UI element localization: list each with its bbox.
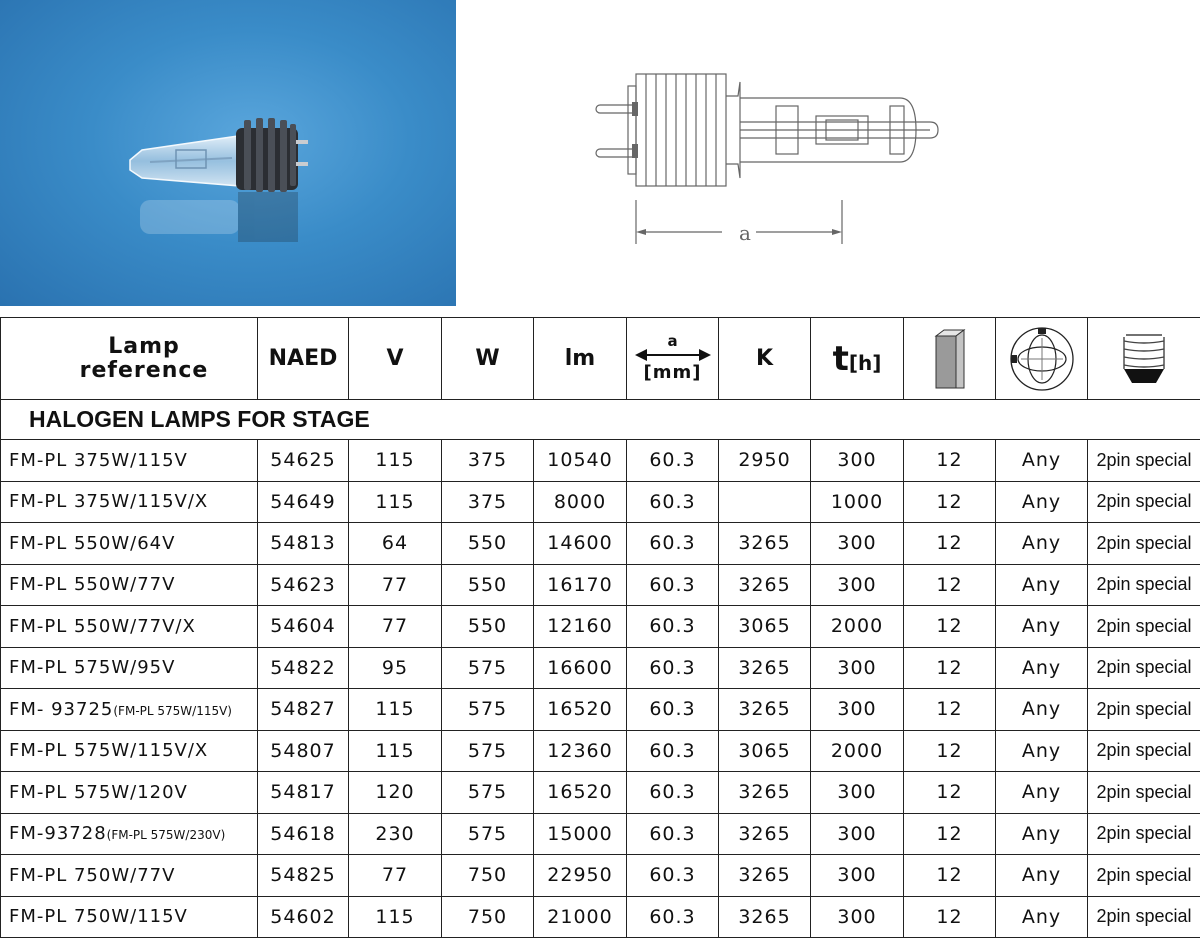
kelvin-cell: 3265 — [719, 772, 811, 814]
voltage-cell: 230 — [349, 813, 442, 855]
table-row — [1, 813, 1200, 855]
lamp-reference-cell: FM-PL 750W/115V — [1, 896, 258, 938]
burning-position-cell: Any — [996, 564, 1088, 606]
voltage-cell: 115 — [349, 440, 442, 482]
kelvin-cell: 2950 — [719, 440, 811, 482]
lamp-reference-cell: FM-PL 375W/115V/X — [1, 481, 258, 523]
table-row — [1, 689, 1200, 731]
lamp-reference-cell: FM-PL 575W/115V/X — [1, 730, 258, 772]
lamp-reference-cell: FM-PL 750W/77V — [1, 855, 258, 897]
kelvin-cell: 3265 — [719, 855, 811, 897]
burning-position-cell: Any — [996, 523, 1088, 565]
voltage-cell: 115 — [349, 689, 442, 731]
table-row — [1, 855, 1200, 897]
base-cell: 2pin special — [1088, 647, 1200, 689]
kelvin-cell: 3065 — [719, 730, 811, 772]
base-cell: 2pin special — [1088, 689, 1200, 731]
header-wattage: W — [442, 318, 534, 400]
header-kelvin: K — [719, 318, 811, 400]
packaging-cell: 12 — [904, 523, 996, 565]
wattage-cell: 375 — [442, 440, 534, 482]
technical-drawing — [590, 60, 970, 250]
lamp-reference-cell: FM-PL 550W/64V — [1, 523, 258, 565]
double-arrow-icon — [633, 348, 713, 362]
packaging-cell: 12 — [904, 813, 996, 855]
voltage-cell: 115 — [349, 481, 442, 523]
wattage-cell: 750 — [442, 896, 534, 938]
burning-position-cell: Any — [996, 689, 1088, 731]
lumen-cell: 15000 — [534, 813, 627, 855]
base-cell: 2pin special — [1088, 606, 1200, 648]
halogen-lamp-photo-icon — [0, 0, 456, 306]
header-length-a: a [mm] — [627, 318, 719, 400]
burning-position-cell: Any — [996, 730, 1088, 772]
length-cell: 60.3 — [627, 564, 719, 606]
naed-cell: 54827 — [258, 689, 349, 731]
voltage-cell: 77 — [349, 564, 442, 606]
naed-cell: 54822 — [258, 647, 349, 689]
header-base — [1088, 318, 1200, 400]
length-cell: 60.3 — [627, 440, 719, 482]
packaging-cell: 12 — [904, 730, 996, 772]
section-title: HALOGEN LAMPS FOR STAGE — [1, 400, 1200, 440]
wattage-cell: 550 — [442, 523, 534, 565]
burning-position-cell: Any — [996, 647, 1088, 689]
naed-cell: 54602 — [258, 896, 349, 938]
packaging-cell: 12 — [904, 647, 996, 689]
table-row — [1, 647, 1200, 689]
burning-position-cell: Any — [996, 772, 1088, 814]
table-header-row — [1, 318, 1200, 400]
life-hours-cell: 300 — [811, 523, 904, 565]
header-life-hours: t[h] — [811, 318, 904, 400]
life-hours-cell: 2000 — [811, 606, 904, 648]
lamp-spec-table — [0, 317, 1200, 938]
lamp-reference-cell: FM-PL 575W/95V — [1, 647, 258, 689]
base-cell: 2pin special — [1088, 730, 1200, 772]
header-packaging — [904, 318, 996, 400]
packaging-cell: 12 — [904, 564, 996, 606]
dimension-label: a — [739, 221, 751, 245]
length-cell: 60.3 — [627, 896, 719, 938]
naed-cell: 54604 — [258, 606, 349, 648]
life-hours-cell: 2000 — [811, 730, 904, 772]
length-cell: 60.3 — [627, 772, 719, 814]
lamp-reference-cell: FM-PL 575W/120V — [1, 772, 258, 814]
base-cell: 2pin special — [1088, 564, 1200, 606]
wattage-cell: 575 — [442, 730, 534, 772]
lamp-reference-cell: FM-PL 550W/77V — [1, 564, 258, 606]
burning-position-cell: Any — [996, 896, 1088, 938]
lumen-cell: 16170 — [534, 564, 627, 606]
voltage-cell: 120 — [349, 772, 442, 814]
product-photo — [0, 0, 456, 306]
lumen-cell: 16520 — [534, 689, 627, 731]
header-burning-position — [996, 318, 1088, 400]
lumen-cell: 12360 — [534, 730, 627, 772]
naed-cell: 54813 — [258, 523, 349, 565]
packaging-cell: 12 — [904, 689, 996, 731]
naed-cell: 54625 — [258, 440, 349, 482]
lamp-reference-cell: FM-PL 550W/77V/X — [1, 606, 258, 648]
kelvin-cell: 3265 — [719, 896, 811, 938]
wattage-cell: 575 — [442, 772, 534, 814]
base-cell: 2pin special — [1088, 813, 1200, 855]
base-cell: 2pin special — [1088, 440, 1200, 482]
table-row — [1, 772, 1200, 814]
lamp-reference-cell: FM- 93725(FM-PL 575W/115V) — [1, 689, 258, 731]
life-hours-cell: 1000 — [811, 481, 904, 523]
wattage-cell: 550 — [442, 564, 534, 606]
naed-cell: 54807 — [258, 730, 349, 772]
life-hours-cell: 300 — [811, 896, 904, 938]
kelvin-cell: 3265 — [719, 523, 811, 565]
wattage-cell: 550 — [442, 606, 534, 648]
base-cell: 2pin special — [1088, 855, 1200, 897]
length-cell: 60.3 — [627, 730, 719, 772]
header-lamp-reference: Lamp reference — [1, 318, 258, 400]
kelvin-cell: 3265 — [719, 647, 811, 689]
table-row — [1, 523, 1200, 565]
burning-position-cell: Any — [996, 855, 1088, 897]
lumen-cell: 8000 — [534, 481, 627, 523]
wattage-cell: 575 — [442, 647, 534, 689]
lumen-cell: 10540 — [534, 440, 627, 482]
packaging-cell: 12 — [904, 772, 996, 814]
life-hours-cell: 300 — [811, 855, 904, 897]
naed-cell: 54649 — [258, 481, 349, 523]
table-row — [1, 606, 1200, 648]
base-cell: 2pin special — [1088, 481, 1200, 523]
length-cell: 60.3 — [627, 855, 719, 897]
lumen-cell: 16520 — [534, 772, 627, 814]
voltage-cell: 64 — [349, 523, 442, 565]
life-hours-cell: 300 — [811, 440, 904, 482]
kelvin-cell: 3065 — [719, 606, 811, 648]
naed-cell: 54623 — [258, 564, 349, 606]
header-naed: NAED — [258, 318, 349, 400]
wattage-cell: 750 — [442, 855, 534, 897]
table-row — [1, 481, 1200, 523]
kelvin-cell: 3265 — [719, 813, 811, 855]
length-cell: 60.3 — [627, 606, 719, 648]
burning-position-cell: Any — [996, 440, 1088, 482]
naed-cell: 54817 — [258, 772, 349, 814]
header-lumen: lm — [534, 318, 627, 400]
voltage-cell: 77 — [349, 855, 442, 897]
voltage-cell: 77 — [349, 606, 442, 648]
length-cell: 60.3 — [627, 689, 719, 731]
length-cell: 60.3 — [627, 647, 719, 689]
packaging-cell: 12 — [904, 481, 996, 523]
life-hours-cell: 300 — [811, 689, 904, 731]
life-hours-cell: 300 — [811, 772, 904, 814]
length-cell: 60.3 — [627, 523, 719, 565]
lamp-dimension-drawing-icon — [590, 60, 970, 250]
kelvin-cell: 3265 — [719, 564, 811, 606]
box-icon — [930, 328, 970, 390]
section-title-row — [1, 400, 1200, 440]
burning-position-cell: Any — [996, 813, 1088, 855]
lamp-reference-cell: FM-PL 375W/115V — [1, 440, 258, 482]
lamp-base-icon — [1116, 331, 1172, 387]
wattage-cell: 575 — [442, 813, 534, 855]
burning-position-icon — [1007, 324, 1077, 394]
table-row — [1, 730, 1200, 772]
base-cell: 2pin special — [1088, 523, 1200, 565]
length-cell: 60.3 — [627, 481, 719, 523]
naed-cell: 54618 — [258, 813, 349, 855]
voltage-cell: 95 — [349, 647, 442, 689]
wattage-cell: 575 — [442, 689, 534, 731]
naed-cell: 54825 — [258, 855, 349, 897]
table-row — [1, 896, 1200, 938]
wattage-cell: 375 — [442, 481, 534, 523]
life-hours-cell: 300 — [811, 647, 904, 689]
table-row — [1, 564, 1200, 606]
burning-position-cell: Any — [996, 481, 1088, 523]
life-hours-cell: 300 — [811, 813, 904, 855]
packaging-cell: 12 — [904, 606, 996, 648]
packaging-cell: 12 — [904, 855, 996, 897]
base-cell: 2pin special — [1088, 896, 1200, 938]
lumen-cell: 22950 — [534, 855, 627, 897]
lumen-cell: 12160 — [534, 606, 627, 648]
lumen-cell: 16600 — [534, 647, 627, 689]
header-voltage: V — [349, 318, 442, 400]
packaging-cell: 12 — [904, 896, 996, 938]
lumen-cell: 21000 — [534, 896, 627, 938]
voltage-cell: 115 — [349, 730, 442, 772]
life-hours-cell: 300 — [811, 564, 904, 606]
kelvin-cell — [719, 481, 811, 523]
lumen-cell: 14600 — [534, 523, 627, 565]
packaging-cell: 12 — [904, 440, 996, 482]
base-cell: 2pin special — [1088, 772, 1200, 814]
burning-position-cell: Any — [996, 606, 1088, 648]
length-cell: 60.3 — [627, 813, 719, 855]
voltage-cell: 115 — [349, 896, 442, 938]
lamp-reference-cell: FM-93728(FM-PL 575W/230V) — [1, 813, 258, 855]
table-row — [1, 440, 1200, 482]
table-body — [1, 440, 1200, 938]
kelvin-cell: 3265 — [719, 689, 811, 731]
